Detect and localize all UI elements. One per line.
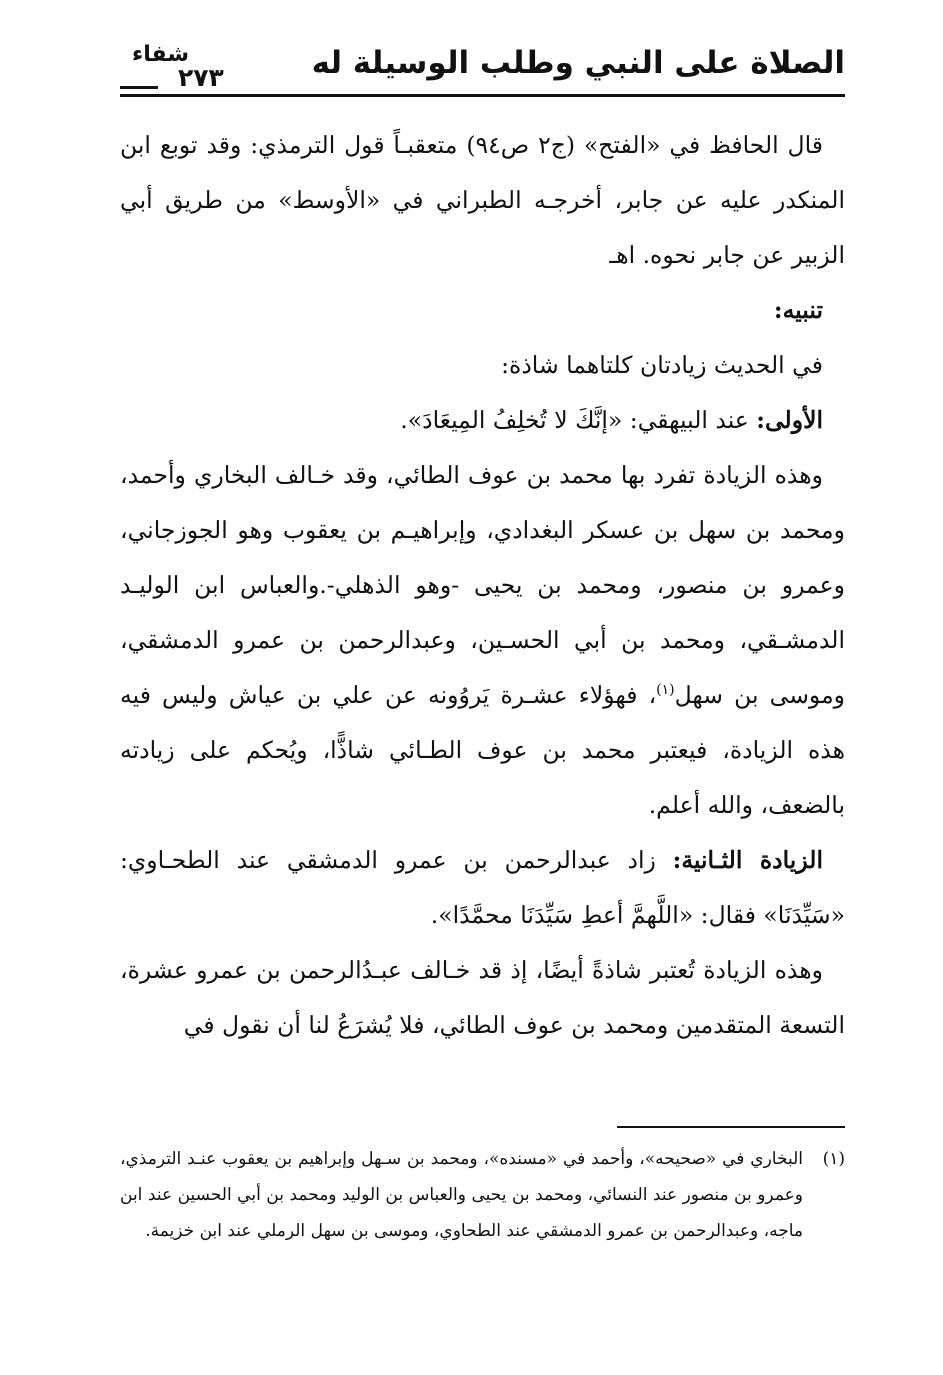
footnote-reference[interactable]: (١) bbox=[656, 682, 675, 699]
footnote-text: البخاري في «صحيحه»، وأحمد في «مسنده»، ومحمد بن سـهل وإبراهيم بن يعقوب عنـد الترمذي، وعمرو بن منصور عند النسائي، ومحمد بن يحيى والعباس بن الوليد ومحمد بن أبي الحسين عند ابن ماجه، وعبدالرحمن بن عمرو الدمشقي عند الطحاوي، وموسى بن سهل الرملي عند ابن خزيمة. bbox=[120, 1149, 803, 1241]
footnote-number: (١) bbox=[822, 1149, 845, 1169]
running-title: الصلاة على النبي وطلب الوسيلة له bbox=[311, 45, 845, 81]
header-rule bbox=[120, 94, 845, 97]
header-small-rule bbox=[120, 86, 158, 89]
paragraph-two-additions: في الحديث زيادتان كلتاهما شاذة: bbox=[501, 351, 823, 379]
book-logo-mark: شفاء bbox=[132, 42, 189, 67]
paragraph-fath-quote: قال الحافظ في «الفتح» (ج٢ ص٩٤) متعقبـاً قول الترمذي: وقد توبع ابن المنكدر عليه عن جابر، أخرجـه الطبراني في «الأوسط» من طريق أبي الزبير عن جابر نحوه. اهـ bbox=[120, 131, 845, 269]
first-addition-label: الأولى: bbox=[756, 406, 823, 434]
footnote-item bbox=[120, 1141, 845, 1249]
paragraph-narrators bbox=[120, 448, 845, 833]
second-addition-text: زاد عبدالرحمن بن عمرو الدمشقي عند الطحـاوي: «سَيِّدَنَا» فقال: «اللَّهمَّ أعطِ سَيِّدَنَا محمَّدًا». bbox=[120, 846, 845, 929]
note-heading: تنبيه: bbox=[773, 296, 823, 324]
paragraph-first-addition bbox=[120, 393, 845, 448]
first-addition-text: عند البيهقي: «إنَّكَ لا تُخلِفُ المِيعَادَ». bbox=[400, 406, 749, 434]
footnote-separator bbox=[617, 1126, 845, 1128]
narrators-text: وهذه الزيادة تفرد بها محمد بن عوف الطائي، وقد خـالف البخاري وأحمد، ومحمد بن سهل بن عسكر البغدادي، وإبراهيـم بن يعقوب وهو الجوزجاني، وعمرو بن منصور، ومحمد بن يحيى -وهو الذهلي-.والعباس ابن الوليـد الدمشـقي، ومحمد بن أبي الحسـين، وعبدالرحمن بن عمرو الدمشقي، وموسى بن سهل bbox=[120, 461, 846, 709]
narrators-conclusion: ، فهؤلاء عشـرة يَروُونه عن علي بن عياش وليس فيه هذه الزيادة، فيعتبر محمد بن عوف الطـائي شاذًّا، ويُحكم على زيادته بالضعف، والله أعلم. bbox=[120, 681, 845, 819]
main-text bbox=[120, 118, 845, 1053]
page-number: ٢٧٣ bbox=[178, 63, 224, 92]
footnotes bbox=[120, 1141, 845, 1249]
page-header bbox=[120, 40, 845, 98]
paragraph-second-addition bbox=[120, 833, 845, 943]
second-addition-label: الزيادة الثـانية: bbox=[672, 846, 823, 874]
paragraph-second-addition-ruling: وهذه الزيادة تُعتبر شاذةً أيضًا، إذ قد خـالف عبـدُالرحمن بن عمرو عشرة، التسعة المتقدمين ومحمد بن عوف الطائي، فلا يُشرَعُ لنا أن نقول في bbox=[120, 956, 845, 1039]
